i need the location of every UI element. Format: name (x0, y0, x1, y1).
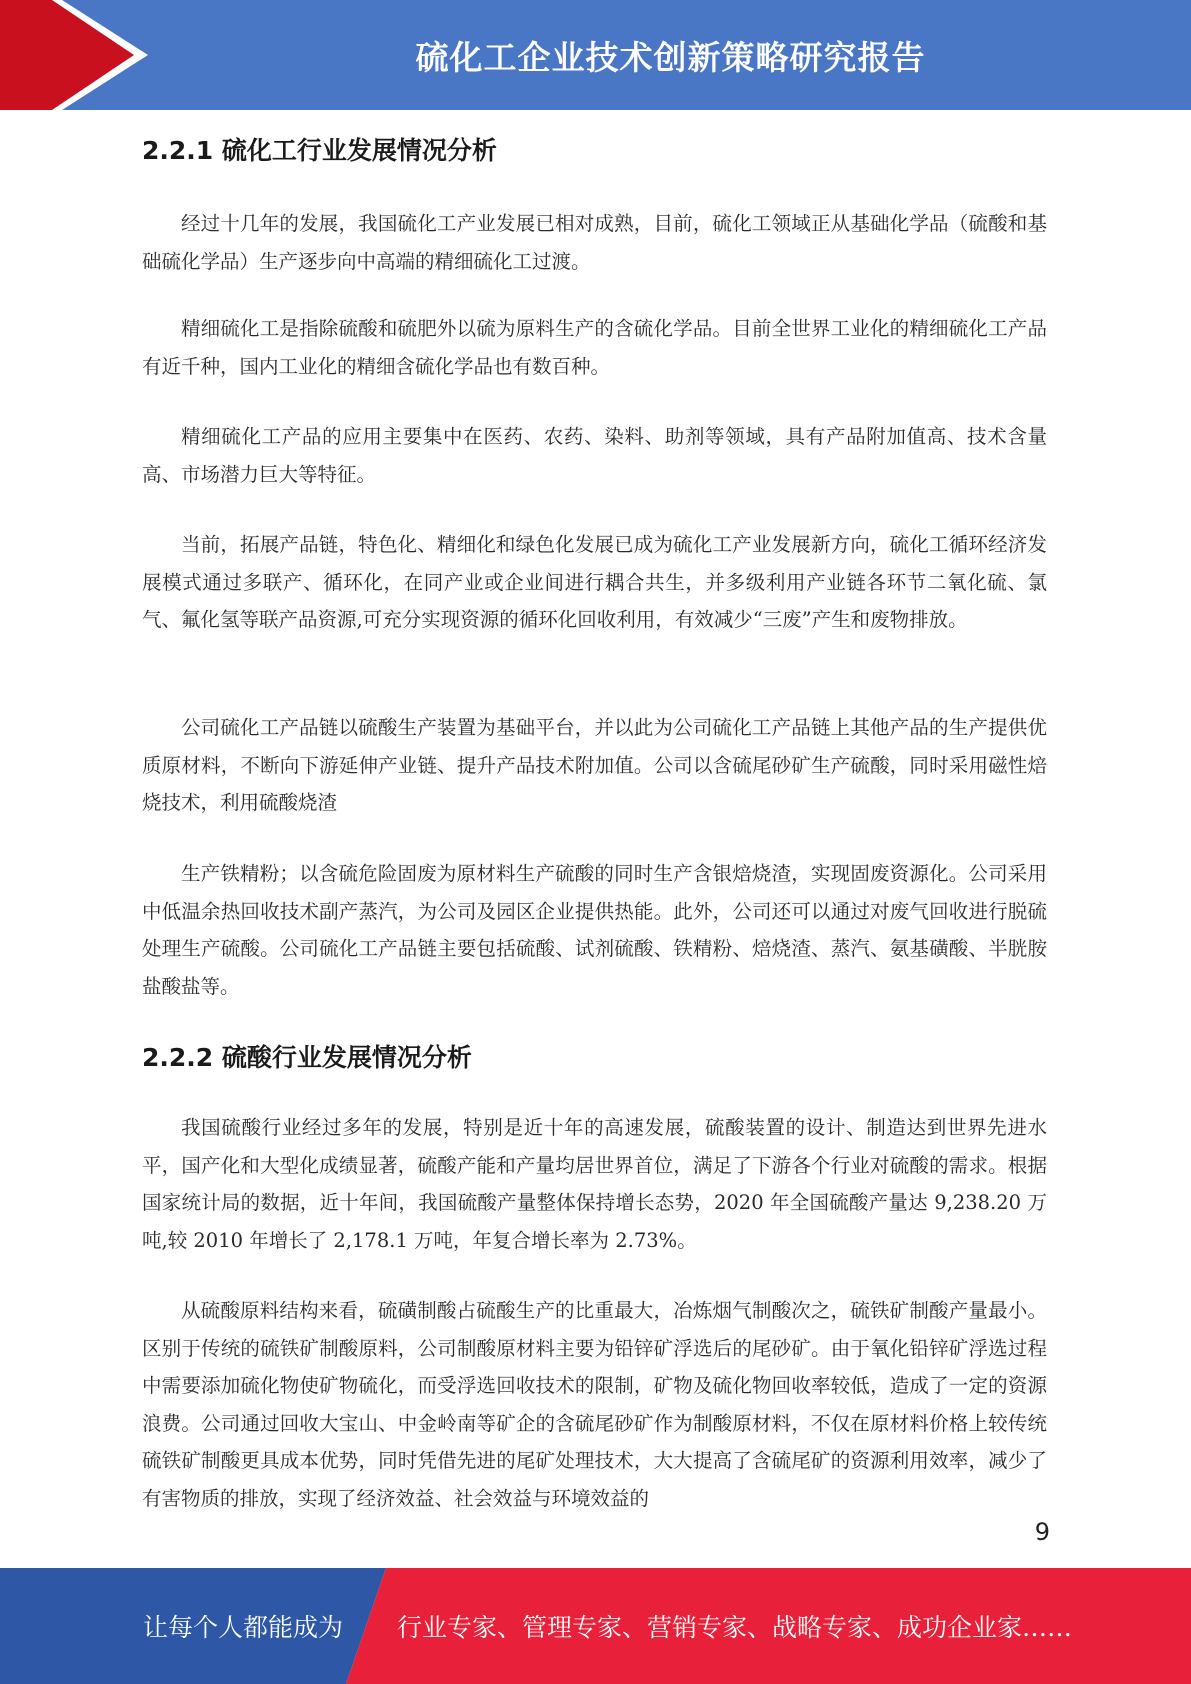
section-heading-2-2-1: 2.2.1 硫化工行业发展情况分析 (142, 136, 497, 165)
section-heading-2-2-2: 2.2.2 硫酸行业发展情况分析 (142, 1043, 472, 1072)
page-number: 9 (1034, 1518, 1050, 1546)
paragraph: 精细硫化工产品的应用主要集中在医药、农药、染料、助剂等领域，具有产品附加值高、技术含量高、市场潜力巨大等特征。 (142, 425, 1047, 486)
page-header (0, 0, 1191, 110)
paragraph: 精细硫化工是指除硫酸和硫肥外以硫为原料生产的含硫化学品。目前全世界工业化的精细硫化工产品有近千种，国内工业化的精细含硫化学品也有数百种。 (142, 317, 1047, 378)
paragraph: 公司硫化工产品链以硫酸生产装置为基础平台，并以此为公司硫化工产品链上其他产品的生产提供优质原材料，不断向下游延伸产业链、提升产品技术附加值。公司以含硫尾砂矿生产硫酸，同时采用磁性焙烧技术，利用硫酸烧渣 (142, 716, 1047, 814)
paragraph: 从硫酸原料结构来看，硫磺制酸占硫酸生产的比重最大，冶炼烟气制酸次之，硫铁矿制酸产量最小。区别于传统的硫铁矿制酸原料，公司制酸原材料主要为铅锌矿浮选后的尾砂矿。由于氧化铅锌矿浮选过程中需要添加硫化物使矿物硫化，而受浮选回收技术的限制，矿物及硫化物回收率较低，造成了一定的资源浪费。公司通过回收大宝山、中金岭南等矿企的含硫尾砂矿作为制酸原材料，不仅在原材料价格上较传统硫铁矿制酸更具成本优势，同时凭借先进的尾矿处理技术，大大提高了含硫尾矿的资源利用效率，减少了有害物质的排放，实现了经济效益、社会效益与环境效益的 (142, 1299, 1047, 1510)
paragraph: 经过十几年的发展，我国硫化工产业发展已相对成熟，目前，硫化工领域正从基础化学品（硫酸和基础硫化学品）生产逐步向中高端的精细硫化工过渡。 (142, 212, 1047, 273)
paragraph: 生产铁精粉；以含硫危险固废为原材料生产硫酸的同时生产含银焙烧渣，实现固废资源化。公司采用中低温余热回收技术副产蒸汽，为公司及园区企业提供热能。此外，公司还可以通过对废气回收进行脱硫处理生产硫酸。公司硫化工产品链主要包括硫酸、试剂硫酸、铁精粉、焙烧渣、蒸汽、氨基磺酸、半胱胺盐酸盐等。 (142, 862, 1047, 998)
footer-slogan-right: 行业专家、管理专家、营销专家、战略专家、成功企业家…… (397, 1613, 1073, 1642)
report-title: 硫化工企业技术创新策略研究报告 (415, 37, 926, 77)
footer-slogan-left: 让每个人都能成为 (143, 1613, 344, 1642)
header-chevron-icon (0, 0, 160, 110)
paragraph: 我国硫酸行业经过多年的发展，特别是近十年的高速发展，硫酸装置的设计、制造达到世界先进水平，国产化和大型化成绩显著，硫酸产能和产量均居世界首位，满足了下游各个行业对硫酸的需求。根据国家统计局的数据，近十年间，我国硫酸产量整体保持增长态势，2020 年全国硫酸产量达 9,238.20 万吨,较 2010 年增长了 2,178.1 万吨，年复合增长率为 2.73%。 (142, 1116, 1047, 1252)
paragraph: 当前，拓展产品链，特色化、精细化和绿色化发展已成为硫化工产业发展新方向，硫化工循环经济发展模式通过多联产、循环化，在同产业或企业间进行耦合共生，并多级利用产业链各环节二氧化硫、氯气、氟化氢等联产品资源,可充分实现资源的循环化回收利用，有效减少“三废”产生和废物排放。 (142, 533, 1047, 631)
page-footer (0, 1568, 1191, 1684)
